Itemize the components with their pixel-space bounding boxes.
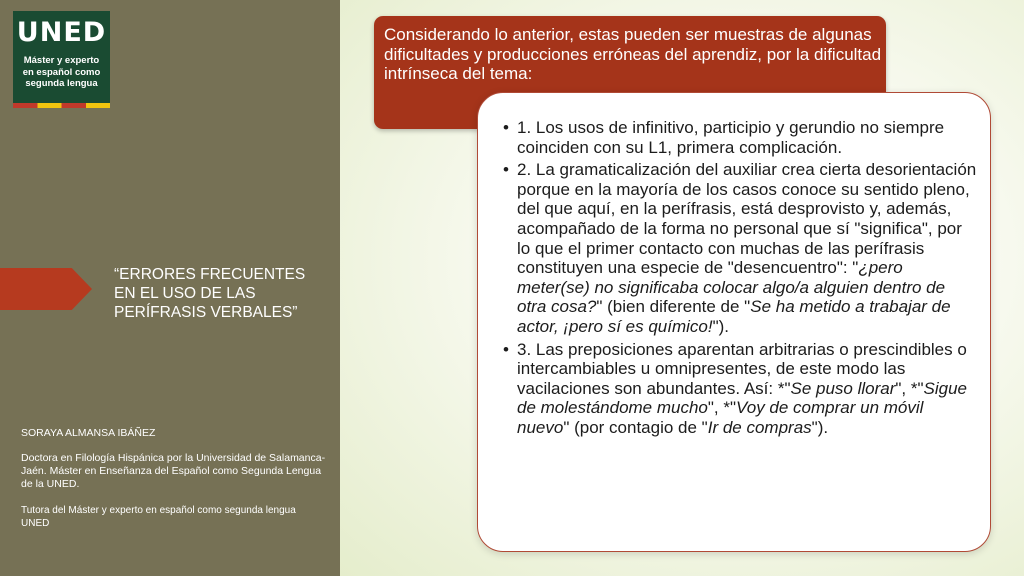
difficulty-list — [499, 118, 977, 441]
point-text: " (bien diferente de " — [596, 297, 751, 317]
list-item — [499, 340, 977, 438]
author-role: Tutora del Máster y experto en español como segunda lengua UNED — [21, 505, 296, 529]
logo-subtitle — [17, 55, 106, 90]
logo-subtitle-line: Máster y experto — [23, 55, 100, 66]
point-text: ", *" — [707, 398, 737, 418]
list-item — [499, 160, 977, 336]
example-quote: Sigue de molestándome mucho — [517, 378, 968, 418]
example-quote: ¿pero meter(se) no significaba colocar algo/a alguien dentro de otra cosa? — [517, 258, 946, 317]
list-item — [499, 118, 977, 157]
example-quote: Voy de comprar un móvil nuevo — [517, 398, 924, 437]
intro-text: Considerando lo anterior, estas pueden ser muestras de algunas dificultades y producciones erróneas del aprendiz, por la dificultad intrínseca del tema: — [384, 25, 882, 83]
uned-logo — [13, 11, 110, 108]
point-text: 1. Los usos de infinitivo, participio y gerundio no siempre coinciden con su L1, primera complicación. — [517, 118, 945, 157]
example-quote: Ir de compras — [707, 417, 812, 437]
logo-subtitle-line: segunda lengua — [25, 78, 98, 89]
author-name: SORAYA ALMANSA IBÁÑEZ — [21, 427, 156, 439]
author-bio: Doctora en Filología Hispánica por la Universidad de Salamanca-Jaén. Máster en Enseñanza del Español como Segunda Lengua de la UNED. — [21, 452, 326, 490]
point-text: "). — [712, 316, 730, 336]
logo-subtitle-line: en español como — [22, 66, 101, 78]
point-text: " (por contagio de " — [563, 417, 708, 437]
point-text: "). — [811, 417, 829, 437]
logo-wordmark: UNED — [16, 17, 107, 48]
example-quote: Se ha metido a trabajar de actor, ¡pero sí es químico! — [517, 297, 951, 336]
point-text: ", *" — [895, 378, 924, 398]
point-text: 3. Las preposiciones aparentan arbitrarias o prescindibles o intercambiables u omnipresentes, de este modo las vacilaciones son abundantes. Así: *" — [517, 339, 967, 398]
section-title: “ERRORES FRECUENTES EN EL USO DE LAS PERÍFRASIS VERBALES” — [114, 266, 306, 321]
logo-flag-stripe — [13, 103, 110, 108]
point-text: 2. La gramaticalización del auxiliar crea cierta desorientación porque en la mayoría de los casos conoce su sentido pleno, del que aquí, en la perífrasis, está desprovisto y, además, acompañado de la forma no personal que sí "significa", por lo que el primer contacto con muchas de las perífrasis constituyen una especie de "desencuentro": " — [517, 160, 977, 278]
example-quote: Se puso llorar — [790, 378, 896, 398]
